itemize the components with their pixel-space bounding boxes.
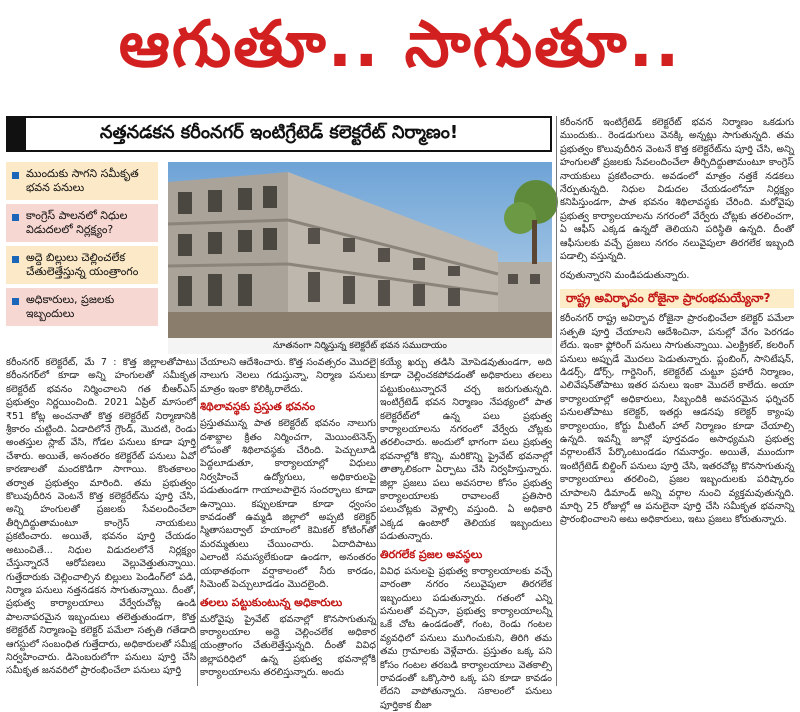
highlight-item: ముందుకు సాగని సమీకృత భవన పనులు <box>6 162 158 200</box>
building-illustration <box>168 162 552 338</box>
article-column-1 <box>6 356 196 686</box>
highlight-item: అధికారులు, ప్రజలకు ఇబ్బందులు <box>6 288 158 326</box>
building-photo <box>168 162 552 338</box>
highlight-item: అద్దె బిల్లులు చెల్లించలేక చేతులెత్తేస్తున్న యంత్రాంగం <box>6 246 158 284</box>
subheadline-text: నత్తనడకన కరీంనగర్ ఇంటిగ్రేటెడ్ కలెక్టరేట్ నిర్మాణం! <box>99 121 459 143</box>
section-heading: రాష్ట్ర అవిర్భావం రోజైనా ప్రారంభమయ్యేనా? <box>560 289 794 308</box>
article-paragraph: చేయాలని ఆదేశించారు. కొత్త సంవత్సరం మొదలై నాలుగు నెలలు గడుస్తున్నా, నిర్మాణ పనులు మాత్రం ఇంకా కొలిక్కిరాలేదు. <box>200 357 376 395</box>
article-column-3 <box>380 356 552 711</box>
section-heading: తిరగలేక ప్రజల అవస్థలు <box>380 547 483 561</box>
subheadline-marker <box>8 118 26 150</box>
article-paragraph: మరోవైపు ప్రైవేట్ భవనాల్లో కొనసాగుతున్న కార్యాలయాల అద్దె చెల్లించలేక అధికార యంత్రాంగం చేతులెత్తేస్తున్నది. దీంతో వివిధ జిల్లాపరిధిలో ఉన్న ప్రభుత్వ భవనాల్లోకి కార్యాలయాలను తరలిస్తున్నారు. అందు <box>200 613 376 679</box>
highlight-item: కాంగ్రెస్ పాలనలో నిధుల విడుదలలో నిర్లక్ష్యం? <box>6 204 158 242</box>
article-paragraph: రవుతున్నారని మండిపడుతున్నారు. <box>560 270 690 282</box>
article-column-2 <box>200 356 376 686</box>
article-column-4 <box>560 116 794 686</box>
headline: ఆగుతూ.. సాగుతూ.. <box>118 7 682 82</box>
photo-caption: నూతనంగా నిర్మిస్తున్న కలెక్టరేట్ భవన సముదాయం <box>168 338 552 354</box>
article-paragraph: వివిధ పనులపై ప్రభుత్వ కార్యాలయాలకు వచ్చే వారంతా నగరం నలువైపులా తిరగలేక ఇబ్బందులు పడుతున్నారు. గతంలో ఎన్ని పనులతో వచ్చినా, ప్రభుత్వ కార్యాలయాలన్నీ ఒకే చోట ఉండడంతో, గంట, రెండు గంటల వ్యవధిలో పనులు ముగించుకుని, తిరిగి తమ తమ గ్రామాలకు వెళ్లేవారు. ప్రస్తుతం ఒక్క పని కోసం గంటల తరబడి కార్యాలయాలు వెతకాల్సి రావడంతో ఒక్కొసారి ఒక్క పని కూడా కావడం లేదని వాపోతున్నారు. సకాలంలో పనులు పూర్తికాక బీజా <box>380 565 552 711</box>
article-paragraph: కరీంనగర్ రాష్ట్ర అవిర్భావ రోజైనా ప్రారంభించేలా కలెక్టర్ పమేలా సత్పతి పూర్తి చేయాలని ఆదేశించినా, పనుల్లో వేగం పెరగడం లేదు. ఇంకా ఫ్లోరింగ్ పనులు సాగుతున్నాయి. ఎలక్ట్రికల్, కలరింగ్ పనులు అప్పుడే మొదలు పెడుతున్నారు. ప్లంబింగ్, సానిటేషన్, డిడర్స్, డోర్స్, గార్డెనింగ్, కలెక్టరేట్ చుట్టూ ప్రహారీ నిర్మాణం, ఎలివేషన్‌తోపాటు ఇతర పనులు ఇంకా మొదలే కాలేదు. అయా కార్యాలయాల్లో అధికారులు, సిబ్బందికి అవసరమైన ఫర్నిచర్ పనులతోపాటు కలెక్టర్, ఇతర్లు ఆడనపు కలెక్టర్ క్యాంపు కార్యాలయం, కోర్టు మీటింగ్ హాల్ నిర్మాణం కూడా చేయాల్సి ఉన్నది. ఇవన్నీ జూన్లో పూర్తవడం అసాధ్యమని ప్రభుత్వ వర్గాలంటేనే పేర్కొంటుండడం గమనార్హం. అయితే, ముందుగా ఇంటిగ్రేటెడ్ బిల్డింగ్ పనులు పూర్తి చేసి, ఇతరచోట్ల కొనసాగుతున్న కార్యాలయాలు తరలించి, ప్రజల ఇబ్బందులకు పరిష్కారం చూపాలని డిమాండ్ అన్ని వర్గాల నుంచి వ్యక్తమవుతున్నది. మార్చి 25 రోజుల్లో ఆ పనులైనా పూర్తి చేసి సమీకృత భవనాన్ని ప్రారంభించాలని అటు అధికారులు, ఇటు ప్రజలు కోరుతున్నారు. <box>560 313 794 526</box>
column-divider <box>556 116 557 686</box>
column-divider <box>197 358 198 686</box>
section-heading: తలలు పట్టుకుంటున్న అధికారులు <box>200 595 343 609</box>
highlights-box <box>6 162 158 358</box>
article-paragraph: ప్రస్తుతమున్న పాత కలెక్టరేట్ భవనం నాలుగు దశాబ్దాల క్రితం నిర్మించగా, మెయింటెనెన్స్ లోపంతో శిథిలావస్థకు చేరింది. పెచ్చులూడి పెద్దలూడుతూ, కార్యాలయాల్లో విధులు నిర్వహించే ఉద్యోగులు, అధికారులపై పడుతుండగా గాయాలపాలైన సందర్భాలు కూడా ఉన్నాయి. కప్పులకూడా కూడా ధ్వంసం కావడంతో ఉమ్మడి జిల్లాలో అప్పటి కలెక్టర్ స్మితాసబర్వాల్ హయాంలో కెమికల్ కోటింగ్‌తో మరమ్మతులు చేయించారు. ఏదాదిపాటు ఎలాంటి సమస్యలేకుండా ఉండగా, అనంతరం యథాతథంగా వర్షాకాలంలో నీరు కారడం, సిమెంట్ పెచ్చులూడడం మొదలైంది. <box>200 418 376 591</box>
subheadline <box>6 116 552 152</box>
article-paragraph: కయ్యే ఖర్చు తడిసి మోపెడవుతుండగా, అది కూడా చెల్లించకపోవడంతో అధికారులు తలలు పట్టుకుంటున్నారనే చర్చ జరుగుతున్నది. ఇంటిగ్రేటెడ్ భవన నిర్మాణం నేపథ్యంలో పాత కలెక్టరేట్‌లో ఉన్న పలు ప్రభుత్వ కార్యాలయాలను నగరంలో వేర్వేరు చోట్లకు తరలించారు. అందులో భాగంగా పలు ప్రభుత్వ భవనాల్లోకి కొన్ని, మరికొన్ని ప్రైవేట్ భవనాల్లో తాత్కాలికంగా ఏర్పాటు చేసి నిర్వహిస్తున్నారు. జిల్లా ప్రజలు పలు అవసరాల కోసం ప్రభుత్వ కార్యాలయాలకు రావాలంటే ప్రతిసారి పలుచోట్లకు వెళ్లాల్సి వస్తుంది. ఏ అధికారి ఎక్కడ ఉంటారో తెలియక ఇబ్బందులు పడుతున్నారు. <box>380 357 552 543</box>
article-paragraph: కరీంనగర్ ఇంటిగ్రేటెడ్ కలెక్టరేట్ భవన నిర్మాణం ఒకడుగు ముందుకు.. రెండడుగులు వెనక్కి అన్నట్లు సాగుతున్నది. తమ ప్రభుత్వం కొలువుదీరిన వెంటనే కొత్త కలెక్టరేట్‌ను పూర్తి చేసి, అన్ని హంగులతో ప్రజలకు సేవలందించేలా తీర్చిదిద్దుతామంటూ కాంగ్రెస్ నాయకులు ప్రకటించారు. అవడంలో మాత్రం నత్తకే నడకలు నేర్పుతున్నది. నిధుల విడుదల చేయడంలోనూ నిర్లక్ష్యం కనిపిస్తుండగా, పాత భవనం శిథిలావస్థకు చేరింది. మరోవైపు ప్రభుత్వ కార్యాలయాలను నగరంలో వేర్వేరు చోట్లకు తరలించగా, ఏ ఆఫీస్ ఎక్కడ ఉన్నదో తెలియని పరిస్థితి ఉన్నది. దీంతో ఆఫీసులకు వచ్చే ప్రజలు నగరం నలువైపులా తిరగలేక ఇబ్బంది పడాల్సి వస్తున్నది. <box>560 117 794 263</box>
section-heading: శిథిలావస్థకు ప్రస్తుత భవనం <box>200 400 316 414</box>
article-intro: కరీంనగర్ కలెక్టరేట్, మే 7 : కొత్త జిల్లాలతోపాటు కరీంనగర్‌లో కూడా అన్ని హంగులతో సమీకృత కలెక్టరేట్ భవనం నిర్మించాలని గత బీఆర్ఎస్ ప్రభుత్వం నిర్ణయించింది. 2021 ఏప్రిల్ మాసంలో ₹51 కోట్ల అంచనాతో కొత్త కలెక్టరేట్ నిర్మాణానికి శ్రీకారం చుట్టింది. ఏడాదిలోనే గ్రౌండ్, మొదటి, రెండు అంతస్తుల స్లాబ్ వేసి, గోడల పనులు కూడా పూర్తి చేశారు. అయితే, అనంతరం కలెక్టరేట్ పనులు ఏవో కారణాలతో మందకొడిగా సాగాయి. కొంతకాలం తర్వాత ప్రభుత్వం మారింది. తమ ప్రభుత్వం కొలువుదీరిన వెంటనే కొత్త కలెక్టరేట్‌ను పూర్తి చేసి, అన్ని హంగులతో ప్రజలకు సేవలందించేలా తీర్చిదిద్దుతామంటూ కాంగ్రెస్ నాయకులు ప్రకటించారు. అయితే, భవనం పూర్తి చేయడం అటుంచితే... నిధుల విడుదలలోనే నిర్లక్ష్యం చేస్తున్నారనే ఆరోపణలు వెల్లువెత్తుతున్నాయి. గుత్తేదారుకు చెల్లించాల్సిన బిల్లులు పెండింగ్‌లో పడి, నిర్మాణ పనులు నత్తనడకన సాగుతున్నాయి. దీంతో, ప్రభుత్వ కార్యాలయాలు వేర్వేరుచోట్ల ఉండి పాలనాపరమైన ఇబ్బందులు తలెత్తుతుండగా, కొత్త కలెక్టరేట్ నిర్మాణంపై కలెక్టర్ పమేలా సత్పతి గతేడాది ఆగస్టులో సంబంధిత గుత్తేదారు, అధికారులతో సమీక్ష నిర్వహించారు. డిసెంబరులోగా పనులు పూర్తి చేసి సమీకృత జనవరిలో ప్రారంభించేలా పనులు పూర్తి <box>6 357 196 677</box>
column-divider <box>377 358 378 686</box>
